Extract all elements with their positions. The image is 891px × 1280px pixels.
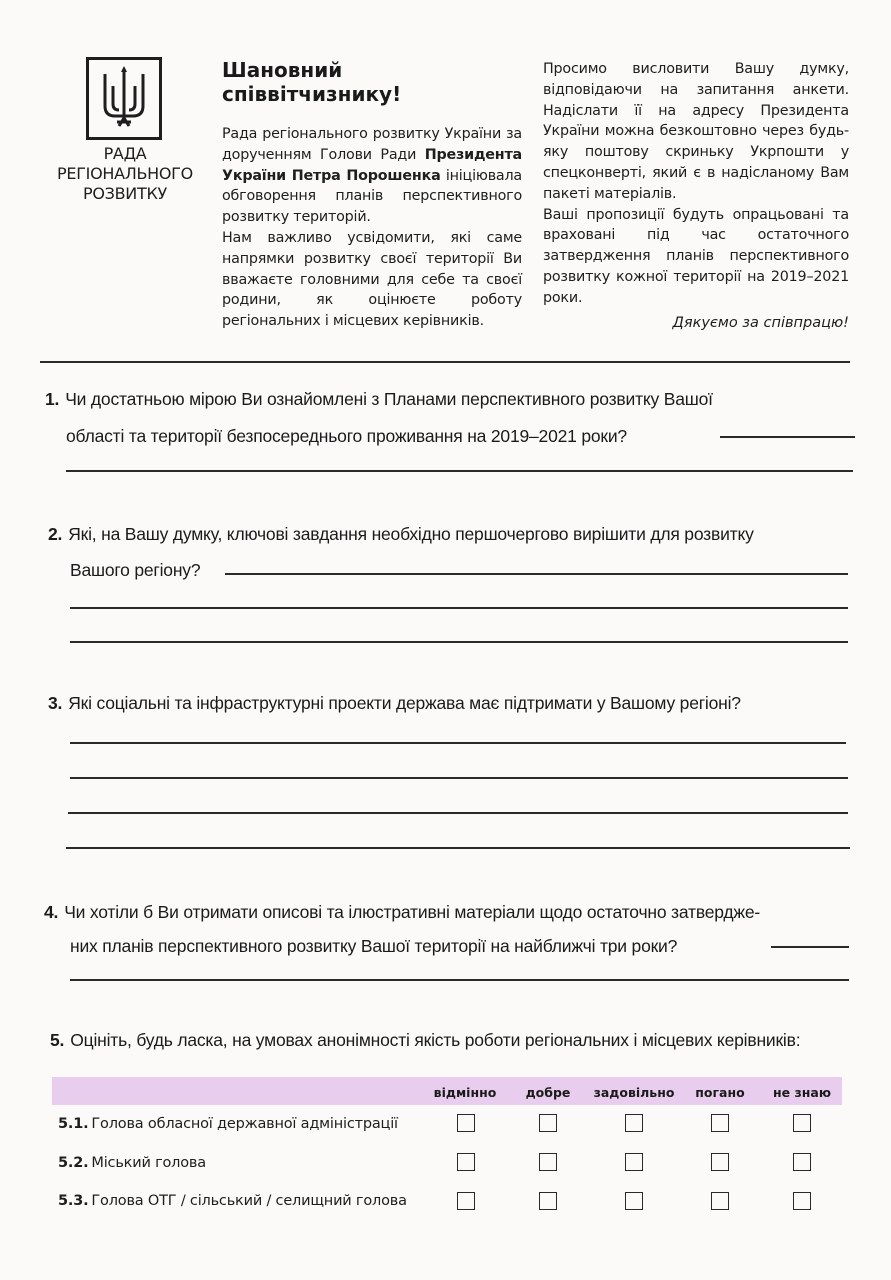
rating-row-label [58,1155,206,1171]
checkbox-5-1-good[interactable] [539,1114,557,1132]
council-name-line: РЕГІОНАЛЬНОГО [57,164,193,183]
council-name-line: РОЗВИТКУ [83,184,167,203]
row-text: Голова обласної державної адміністрації [91,1116,398,1132]
question-1-cont [66,426,627,447]
answer-line-q2[interactable] [70,607,848,609]
answer-line-q1[interactable] [720,436,855,438]
answer-line-q4[interactable] [771,946,849,948]
president-name: Президента України Петра Порошенка [222,146,522,184]
checkbox-5-2-excellent[interactable] [457,1153,475,1171]
thanks-note: Дякуємо за співпрацю! [672,315,849,331]
question-2-cont [70,560,200,581]
answer-line-q2[interactable] [225,573,848,575]
row-text: Міський голова [91,1155,206,1171]
row-number: 5.2. [58,1155,89,1171]
question-text: області та території безпосереднього проживання на 2019–2021 роки? [66,426,627,446]
question-text: Оцініть, будь ласка, на умовах анонімності якість роботи регіональних і місцевих керівників: [70,1030,801,1050]
rating-column-dont-know: не знаю [773,1085,831,1100]
answer-line-q3[interactable] [68,812,848,814]
question-5 [50,1030,800,1051]
answer-line-q3[interactable] [70,742,846,744]
answer-line-q2[interactable] [70,641,848,643]
greeting-heading [222,58,522,106]
question-number: 4. [44,902,59,922]
answer-line-q1[interactable] [66,470,853,472]
rating-column-poor: погано [695,1085,745,1100]
question-3 [48,693,741,714]
rating-row-label [58,1193,407,1209]
checkbox-5-2-dont-know[interactable] [793,1153,811,1171]
rating-column-excellent: відмінно [433,1085,497,1100]
checkbox-5-2-good[interactable] [539,1153,557,1171]
question-text: Які, на Вашу думку, ключові завдання необхідно першочергово вирішити для розвитку [68,524,754,544]
checkbox-5-3-good[interactable] [539,1192,557,1210]
question-text: Вашого регіону? [70,560,201,580]
checkbox-5-2-satisfactory[interactable] [625,1153,643,1171]
row-number: 5.3. [58,1193,89,1209]
rating-row-label [58,1116,398,1132]
checkbox-5-1-satisfactory[interactable] [625,1114,643,1132]
rating-column-good: добре [525,1085,571,1100]
greeting-line: співвітчизнику! [222,82,402,106]
checkbox-5-3-dont-know[interactable] [793,1192,811,1210]
row-text: Голова ОТГ / сільський / селищний голова [91,1193,407,1209]
question-number: 3. [48,693,63,713]
checkbox-5-3-excellent[interactable] [457,1192,475,1210]
question-2 [48,524,754,545]
answer-line-q4[interactable] [70,979,849,981]
intro-text: Рада регіонального розвитку України за дорученням Голови Ради [222,126,522,163]
checkbox-5-1-excellent[interactable] [457,1114,475,1132]
question-4-cont [70,936,677,957]
greeting-line: Шановний [222,58,343,82]
header-divider [40,361,850,363]
question-number: 1. [45,389,60,409]
question-4 [44,902,760,923]
question-text: Чи достатньою мірою Ви ознайомлені з Планами перспективного розвитку Вашої [65,389,713,409]
intro-paragraph [222,124,522,228]
intro-text-left [222,124,522,332]
council-name-line: РАДА [103,144,147,163]
checkbox-5-3-satisfactory[interactable] [625,1192,643,1210]
rating-column-satisfactory: задовільно [593,1085,675,1100]
instructions-paragraph: Просимо висловити Вашу думку, відповідаючи на запитання анкети. Надіслати її на адресу Президента України можна безкоштовно через будь-яку поштову скриньку Укрпошти у спецконверті, який є в надісланому Вам пакеті матеріалів. [543,61,849,202]
answer-line-q3[interactable] [70,777,848,779]
question-number: 5. [50,1030,65,1050]
intro-paragraph: Нам важливо усвідомити, які саме напрямки розвитку своєї території Ви вважаєте головними для себе та своєї родини, як оцінюєте роботу регіональних і місцевих керівників. [222,229,522,330]
question-number: 2. [48,524,63,544]
question-text: Чи хотіли б Ви отримати описові та ілюстративні матеріали щодо остаточно затверджe- [64,902,761,922]
question-1 [45,389,713,410]
intro-text-right [543,59,849,309]
instructions-paragraph: Ваші пропозиції будуть опрацьовані та враховані під час остаточного затвердження планів перспективного розвитку кожної території на 2019–2021 роки. [543,206,849,306]
council-name [40,144,210,204]
row-number: 5.1. [58,1116,89,1132]
checkbox-5-1-dont-know[interactable] [793,1114,811,1132]
question-text: них планів перспективного розвитку Вашої території на найближчі три роки? [70,936,678,956]
trident-emblem-icon [99,66,149,132]
checkbox-5-1-poor[interactable] [711,1114,729,1132]
intro-text: ініціювала обговорення планів перспективного розвитку територій. [222,167,522,226]
council-logo [86,57,162,140]
answer-line-q3[interactable] [66,847,850,849]
checkbox-5-2-poor[interactable] [711,1153,729,1171]
checkbox-5-3-poor[interactable] [711,1192,729,1210]
question-text: Які соціальні та інфраструктурні проекти держава має підтримати у Вашому регіоні? [68,693,741,713]
